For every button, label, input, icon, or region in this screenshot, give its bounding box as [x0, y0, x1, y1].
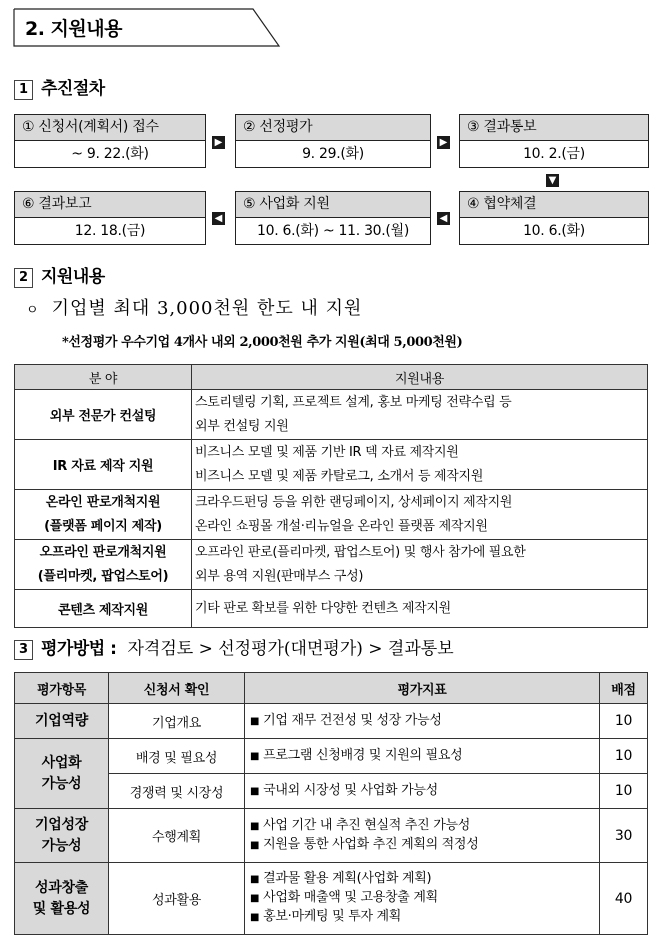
- description-cell: 비즈니스 모델 및 제품 기반 IR 덱 자료 제작지원 비즈니스 모델 및 제품 카탈로그, 소개서 등 제작지원: [192, 440, 648, 490]
- section-title: 2. 지원내용: [25, 18, 122, 40]
- header-cell: 배점: [600, 673, 648, 704]
- step-label: ④ 협약체결: [460, 192, 648, 218]
- s2-title: 지원내용: [41, 267, 105, 287]
- step-date: ~ 9. 22.(화): [71, 146, 149, 162]
- header-cell: 지원내용: [192, 365, 648, 390]
- step-box-4: [459, 191, 649, 245]
- description-cell: 기타 판로 확보를 위한 다양한 컨텐츠 제작지원: [192, 590, 648, 628]
- step-date: 10. 6.(화) ~ 11. 30.(월): [257, 223, 409, 239]
- table-row: [15, 704, 648, 739]
- category-cell: 콘텐츠 제작지원: [15, 590, 192, 628]
- step-date: 9. 29.(화): [302, 146, 364, 162]
- step-label: ⑥ 결과보고: [15, 192, 205, 218]
- step-date: 10. 6.(화): [523, 223, 585, 239]
- check-cell: 기업개요: [109, 704, 245, 739]
- square-bullet-icon: ■: [250, 785, 260, 797]
- indicator-cell: ■ 기업 재무 건전성 및 성장 가능성: [245, 704, 600, 739]
- table-header-row: [15, 365, 648, 390]
- square-bullet-icon: ■: [250, 912, 260, 923]
- category-cell: 오프라인 판로개척지원 (플리마켓, 팝업스토어): [15, 540, 192, 590]
- table-row: [15, 390, 648, 440]
- square-bullet-icon: ■: [250, 715, 260, 727]
- score-cell: 10: [600, 739, 648, 774]
- header-cell: 분 야: [15, 365, 192, 390]
- indicator-cell: ■ 사업 기간 내 추진 현실적 추진 가능성 ■ 지원을 통한 사업화 추진 계획의 적정성: [245, 809, 600, 863]
- evaluation-flow: 자격검토 > 선정평가(대면평가) > 결과통보: [127, 639, 454, 659]
- step-label: ③ 결과통보: [460, 115, 648, 141]
- description-cell: 스토리텔링 기획, 프로젝트 설계, 홍보 마케팅 전략수립 등 외부 컨설팅 지원: [192, 390, 648, 440]
- table-header-row: [15, 673, 648, 704]
- step-box-2: [235, 114, 431, 168]
- step-box-5: [235, 191, 431, 245]
- table-row: [15, 809, 648, 863]
- table-row: [15, 540, 648, 590]
- header-cell: 신청서 확인: [109, 673, 245, 704]
- category-cell: 온라인 판로개척지원 (플랫폼 페이지 제작): [15, 490, 192, 540]
- indicator-cell: ■ 국내외 시장성 및 사업화 가능성: [245, 774, 600, 809]
- table-row: [15, 774, 648, 809]
- header-cell: 평가지표: [245, 673, 600, 704]
- s2-header: [14, 262, 105, 288]
- step-box-6: [14, 191, 206, 245]
- step-box-1: [14, 114, 206, 168]
- category-cell: IR 자료 제작 지원: [15, 440, 192, 490]
- square-bullet-icon: ■: [250, 893, 260, 904]
- indicator-cell: ■ 결과물 활용 계획(사업화 계획) ■ 사업화 매출액 및 고용창출 계획 ■ 홍보·마케팅 및 투자 계획: [245, 863, 600, 935]
- headline-text: 기업별 최대 3,000천원 한도 내 지원: [51, 298, 363, 319]
- step-date: 12. 18.(금): [74, 223, 146, 239]
- header-cell: 평가항목: [15, 673, 109, 704]
- s1-title: 추진절차: [41, 79, 105, 99]
- square-bullet-icon: ■: [250, 820, 260, 832]
- description-cell: 오프라인 판로(플리마켓, 팝업스토어) 및 행사 참가에 필요한 외부 용역 지원(판매부스 구성): [192, 540, 648, 590]
- circle-bullet-icon: ㅇ: [26, 303, 40, 318]
- s2-number: 2: [14, 268, 33, 288]
- step-label: ② 선정평가: [236, 115, 430, 141]
- table-row: [15, 440, 648, 490]
- item-cell: 사업화 가능성: [15, 739, 109, 809]
- support-table: [14, 364, 648, 628]
- item-cell: 기업역량: [15, 704, 109, 739]
- check-cell: 배경 및 필요성: [109, 739, 245, 774]
- support-note: *선정평가 우수기업 4개사 내외 2,000천원 추가 지원(최대 5,000천원): [62, 335, 463, 350]
- arrow-left-icon: ◀: [437, 212, 450, 225]
- step-label: ① 신청서(계획서) 접수: [15, 115, 205, 141]
- step-date: 10. 2.(금): [523, 146, 585, 162]
- square-bullet-icon: ■: [250, 874, 260, 885]
- item-cell: 성과창출 및 활용성: [15, 863, 109, 935]
- s1-number: 1: [14, 80, 33, 100]
- section-title-tab: [13, 8, 279, 46]
- square-bullet-icon: ■: [250, 839, 260, 851]
- indicator-cell: ■ 프로그램 신청배경 및 지원의 필요성: [245, 739, 600, 774]
- score-cell: 10: [600, 774, 648, 809]
- check-cell: 성과활용: [109, 863, 245, 935]
- arrow-right-icon: ▶: [437, 136, 450, 149]
- item-cell: 기업성장 가능성: [15, 809, 109, 863]
- arrow-right-icon: ▶: [212, 136, 225, 149]
- evaluation-table: [14, 672, 648, 935]
- s3-title: 평가방법 :: [41, 639, 117, 659]
- check-cell: 수행계획: [109, 809, 245, 863]
- description-cell: 크라우드펀딩 등을 위한 랜딩페이지, 상세페이지 제작지원 온라인 쇼핑몰 개설·리뉴얼을 온라인 플랫폼 제작지원: [192, 490, 648, 540]
- table-row: [15, 863, 648, 935]
- table-row: [15, 490, 648, 540]
- check-cell: 경쟁력 및 시장성: [109, 774, 245, 809]
- square-bullet-icon: ■: [250, 750, 260, 762]
- arrow-left-icon: ◀: [212, 212, 225, 225]
- table-row: [15, 590, 648, 628]
- score-cell: 10: [600, 704, 648, 739]
- table-row: [15, 739, 648, 774]
- score-cell: 30: [600, 809, 648, 863]
- s3-number: 3: [14, 640, 33, 660]
- score-cell: 40: [600, 863, 648, 935]
- step-label: ⑤ 사업화 지원: [236, 192, 430, 218]
- step-box-3: [459, 114, 649, 168]
- category-cell: 외부 전문가 컨설팅: [15, 390, 192, 440]
- support-headline: [26, 294, 362, 320]
- s1-header: [14, 74, 105, 100]
- s3-header: [14, 634, 454, 660]
- arrow-down-icon: ▼: [546, 174, 559, 187]
